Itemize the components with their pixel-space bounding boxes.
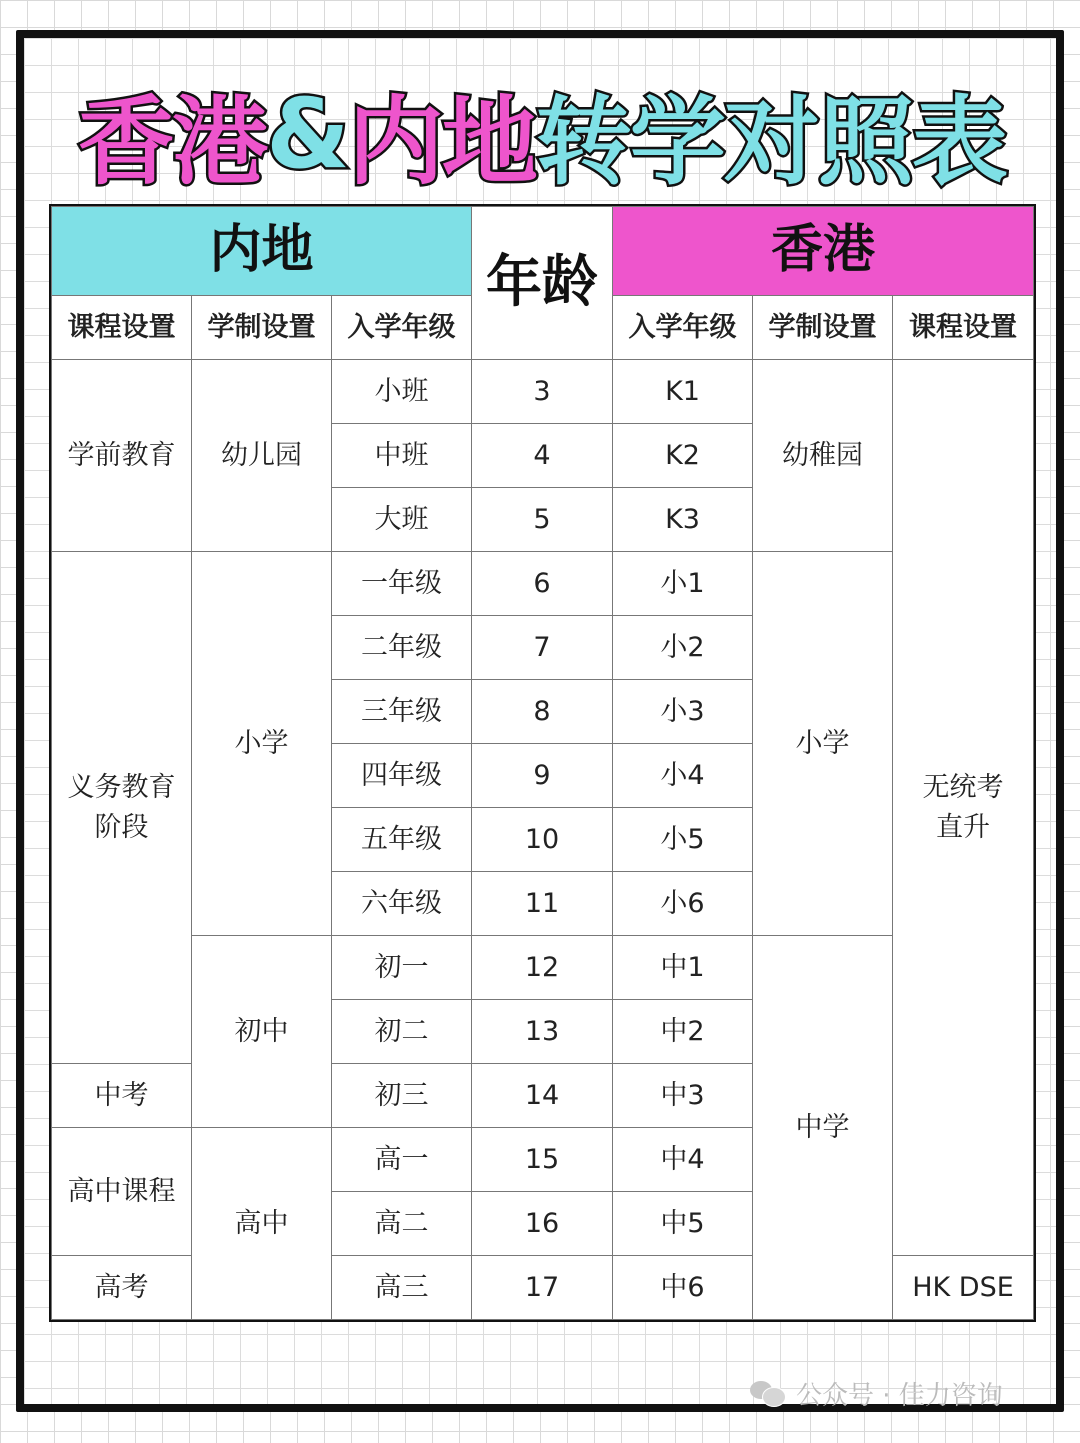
mainland-course-compulsory bbox=[52, 552, 192, 1064]
age-cell: 5 bbox=[472, 488, 613, 552]
watermark bbox=[750, 1378, 1003, 1411]
hk-course-no-exam-line1: 无统考 bbox=[922, 772, 1004, 804]
hk-grade-cell: 小1 bbox=[613, 552, 753, 616]
watermark-text: 公众号 · 佳力咨询 bbox=[796, 1380, 1003, 1411]
page-title bbox=[52, 74, 1032, 198]
comparison-table bbox=[51, 206, 1034, 1320]
hk-grade-cell: 中5 bbox=[613, 1192, 753, 1256]
mainland-system-senior: 高中 bbox=[192, 1128, 332, 1320]
age-cell: 11 bbox=[472, 872, 613, 936]
mainland-grade-cell: 高二 bbox=[332, 1192, 472, 1256]
mainland-grade-cell: 初二 bbox=[332, 1000, 472, 1064]
age-cell: 4 bbox=[472, 424, 613, 488]
mainland-grade-cell: 一年级 bbox=[332, 552, 472, 616]
mainland-system-header: 学制设置 bbox=[192, 296, 332, 360]
mainland-course-compulsory-line1: 义务教育 bbox=[67, 772, 176, 804]
mainland-grade-cell: 四年级 bbox=[332, 744, 472, 808]
age-cell: 7 bbox=[472, 616, 613, 680]
mainland-grade-cell: 三年级 bbox=[332, 680, 472, 744]
mainland-grade-cell: 小班 bbox=[332, 360, 472, 424]
mainland-course-compulsory-line2: 阶段 bbox=[94, 811, 149, 843]
title-ampersand: & bbox=[266, 78, 348, 190]
age-cell: 3 bbox=[472, 360, 613, 424]
hk-system-primary: 小学 bbox=[753, 552, 893, 936]
age-cell: 6 bbox=[472, 552, 613, 616]
age-cell: 17 bbox=[472, 1256, 613, 1320]
hk-course-header: 课程设置 bbox=[893, 296, 1034, 360]
mainland-grade-cell: 高三 bbox=[332, 1256, 472, 1320]
mainland-grade-cell: 高一 bbox=[332, 1128, 472, 1192]
mainland-grade-cell: 中班 bbox=[332, 424, 472, 488]
hk-grade-cell: 中4 bbox=[613, 1128, 753, 1192]
mainland-grade-cell: 初三 bbox=[332, 1064, 472, 1128]
hk-grade-cell: 中3 bbox=[613, 1064, 753, 1128]
mainland-grade-cell: 大班 bbox=[332, 488, 472, 552]
mainland-system-junior: 初中 bbox=[192, 936, 332, 1128]
mainland-grade-cell: 初一 bbox=[332, 936, 472, 1000]
title-part-mainland: 内地 bbox=[347, 85, 536, 198]
mainland-course-highschool: 高中课程 bbox=[52, 1128, 192, 1256]
wechat-icon bbox=[750, 1379, 786, 1407]
title-part-comparison: 转学对照表 bbox=[535, 85, 1006, 198]
hk-course-dse: HK DSE bbox=[893, 1256, 1034, 1320]
mainland-course-zhongkao: 中考 bbox=[52, 1064, 192, 1128]
hk-system-secondary: 中学 bbox=[753, 936, 893, 1320]
hk-grade-cell: 中1 bbox=[613, 936, 753, 1000]
hk-grade-cell: 中6 bbox=[613, 1256, 753, 1320]
hk-grade-cell: 中2 bbox=[613, 1000, 753, 1064]
mainland-header: 内地 bbox=[52, 207, 472, 296]
title-part-hongkong: 香港 bbox=[78, 85, 267, 198]
hongkong-header: 香港 bbox=[613, 207, 1034, 296]
mainland-grade-cell: 五年级 bbox=[332, 808, 472, 872]
mainland-course-gaokao: 高考 bbox=[52, 1256, 192, 1320]
age-cell: 10 bbox=[472, 808, 613, 872]
hk-grade-cell: 小2 bbox=[613, 616, 753, 680]
hk-grade-header: 入学年级 bbox=[613, 296, 753, 360]
mainland-course-preschool: 学前教育 bbox=[52, 360, 192, 552]
hk-system-header: 学制设置 bbox=[753, 296, 893, 360]
hk-grade-cell: K3 bbox=[613, 488, 753, 552]
age-cell: 8 bbox=[472, 680, 613, 744]
hk-grade-cell: 小3 bbox=[613, 680, 753, 744]
age-cell: 14 bbox=[472, 1064, 613, 1128]
hk-grade-cell: 小6 bbox=[613, 872, 753, 936]
age-cell: 12 bbox=[472, 936, 613, 1000]
age-cell: 9 bbox=[472, 744, 613, 808]
hk-course-no-exam-line2: 直升 bbox=[936, 811, 991, 843]
mainland-grade-cell: 二年级 bbox=[332, 616, 472, 680]
mainland-system-primary: 小学 bbox=[192, 552, 332, 936]
hk-grade-cell: K2 bbox=[613, 424, 753, 488]
hk-grade-cell: K1 bbox=[613, 360, 753, 424]
hk-system-kindergarten: 幼稚园 bbox=[753, 360, 893, 552]
mainland-grade-cell: 六年级 bbox=[332, 872, 472, 936]
mainland-system-kindergarten: 幼儿园 bbox=[192, 360, 332, 552]
age-header: 年龄 bbox=[472, 207, 613, 360]
mainland-grade-header: 入学年级 bbox=[332, 296, 472, 360]
mainland-course-header: 课程设置 bbox=[52, 296, 192, 360]
hk-grade-cell: 小5 bbox=[613, 808, 753, 872]
hk-grade-cell: 小4 bbox=[613, 744, 753, 808]
age-cell: 16 bbox=[472, 1192, 613, 1256]
age-cell: 15 bbox=[472, 1128, 613, 1192]
hk-course-no-exam bbox=[893, 360, 1034, 1256]
age-cell: 13 bbox=[472, 1000, 613, 1064]
